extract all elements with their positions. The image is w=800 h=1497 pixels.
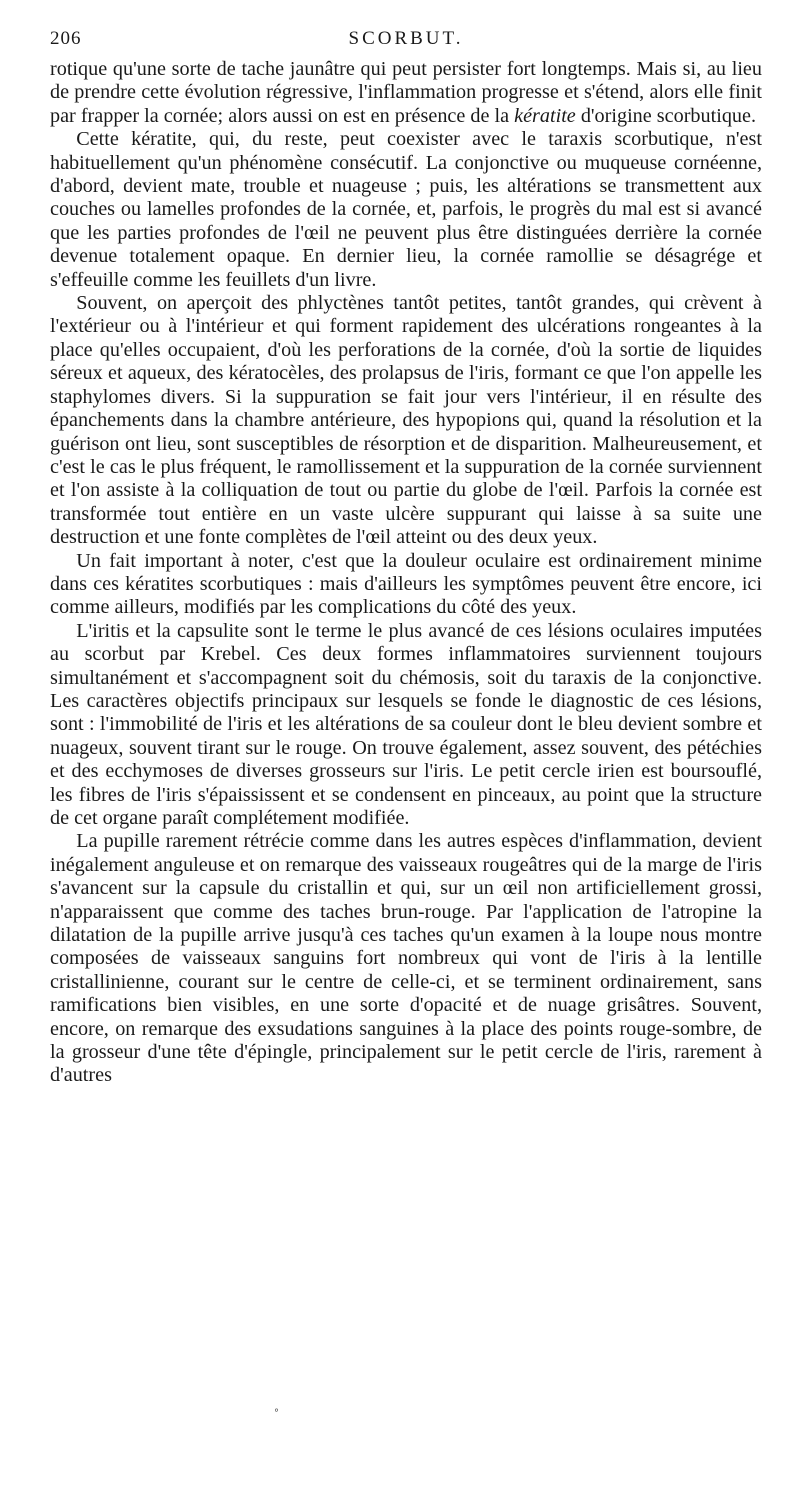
running-head xyxy=(50,28,762,58)
running-title: SCORBUT. xyxy=(348,28,464,49)
paragraph-1-tail: d'origine scorbutique. xyxy=(575,104,757,127)
paragraph-1 xyxy=(50,58,762,128)
page-number: 206 xyxy=(50,28,82,49)
book-page xyxy=(50,28,762,1088)
keratite-italic-term: kératite xyxy=(514,104,576,127)
footer-mark: ° xyxy=(274,1408,279,1419)
paragraph-3: Souvent, on aperçoit des phlyctènes tantôt petites, tantôt grandes, qui crèvent à l'extérieur ou à l'intérieur et qui forment rapidement des ulcérations rongeantes à la place qu'elles occupaient, d'où les perforations de la cornée, d'où la sortie de liquides séreux et aqueux, des kératocèles, des prolapsus de l'iris, formant ce que l'on appelle les staphylomes divers. Si la suppuration se fait jour vers l'intérieur, il en résulte des épanchements dans la chambre antérieure, des hypopions qui, quand la résolution et la guérison ont lieu, sont susceptibles de résorption et de disparition. Malheureusement, et c'est le cas le plus fréquent, le ramollissement et la suppuration de la cornée surviennent et l'on assiste à la colliquation de tout ou partie du globe de l'œil. Parfois la cornée est transformée tout entière en un vaste ulcère suppurant qui laisse à sa suite une destruction et une fonte complètes de l'œil atteint ou des deux yeux. xyxy=(50,292,762,549)
paragraph-2: Cette kératite, qui, du reste, peut coexister avec le taraxis scorbutique, n'est habituellement qu'un phénomène consécutif. La conjonctive ou muqueuse cornéenne, d'abord, devient mate, trouble et nuageuse ; puis, les altérations se transmettent aux couches ou lamelles profondes de la cornée, et, parfois, le progrès du mal est si avancé que les parties profondes de l'œil ne peuvent plus être distinguées derrière la cornée devenue totalement opaque. En dernier lieu, la cornée ramollie se désagrége et s'effeuille comme les feuillets d'un livre. xyxy=(50,128,762,291)
paragraph-4: Un fait important à noter, c'est que la douleur oculaire est ordinairement minime dans ces kératites scorbutiques : mais d'ailleurs les symptômes peuvent être encore, ici comme ailleurs, modifiés par les complications du côté des yeux. xyxy=(50,549,762,619)
paragraph-6: La pupille rarement rétrécie comme dans les autres espèces d'inflammation, devient inégalement anguleuse et on remarque des vaisseaux rougeâtres qui de la marge de l'iris s'avancent sur la capsule du cristallin et qui, sur un œil non artificiellement grossi, n'apparaissent que comme des taches brun-rouge. Par l'application de l'atropine la dilatation de la pupille arrive jusqu'à ces taches qu'un examen à la loupe nous montre composées de vaisseaux sanguins fort nombreux qui vont de l'iris à la lentille cristallinienne, courant sur le centre de celle-ci, et se terminent ordinairement, sans ramifications bien visibles, en une sorte d'opacité et de nuage grisâtres. Souvent, encore, on remarque des exsudations sanguines à la place des points rouge-sombre, de la grosseur d'une tête d'épingle, principalement sur le petit cercle de l'iris, rarement à d'autres xyxy=(50,830,762,1087)
body-text xyxy=(50,58,762,1088)
paragraph-1-text: rotique qu'une sorte de tache jaunâtre qui peut persister fort longtemps. Mais si, au lieu de prendre cette évolution régressive, l'inflammation progresse et s'étend, alors elle finit par frapper la cornée; alors aussi on est en présence de la xyxy=(50,58,762,127)
paragraph-5: L'iritis et la capsulite sont le terme le plus avancé de ces lésions oculaires imputées au scorbut par Krebel. Ces deux formes inflammatoires surviennent toujours simultanément et s'accompagnent soit du chémosis, soit du taraxis de la conjonctive. Les caractères objectifs principaux sur lesquels se fonde le diagnostic de ces lésions, sont : l'immobilité de l'iris et les altérations de sa couleur dont le bleu devient sombre et nuageux, souvent tirant sur le rouge. On trouve également, assez souvent, des pétéchies et des ecchymoses de diverses grosseurs sur l'iris. Le petit cercle irien est boursouflé, les fibres de l'iris s'épaississent et se condensent en pinceaux, au point que la structure de cet organe paraît complétement modifiée. xyxy=(50,619,762,829)
